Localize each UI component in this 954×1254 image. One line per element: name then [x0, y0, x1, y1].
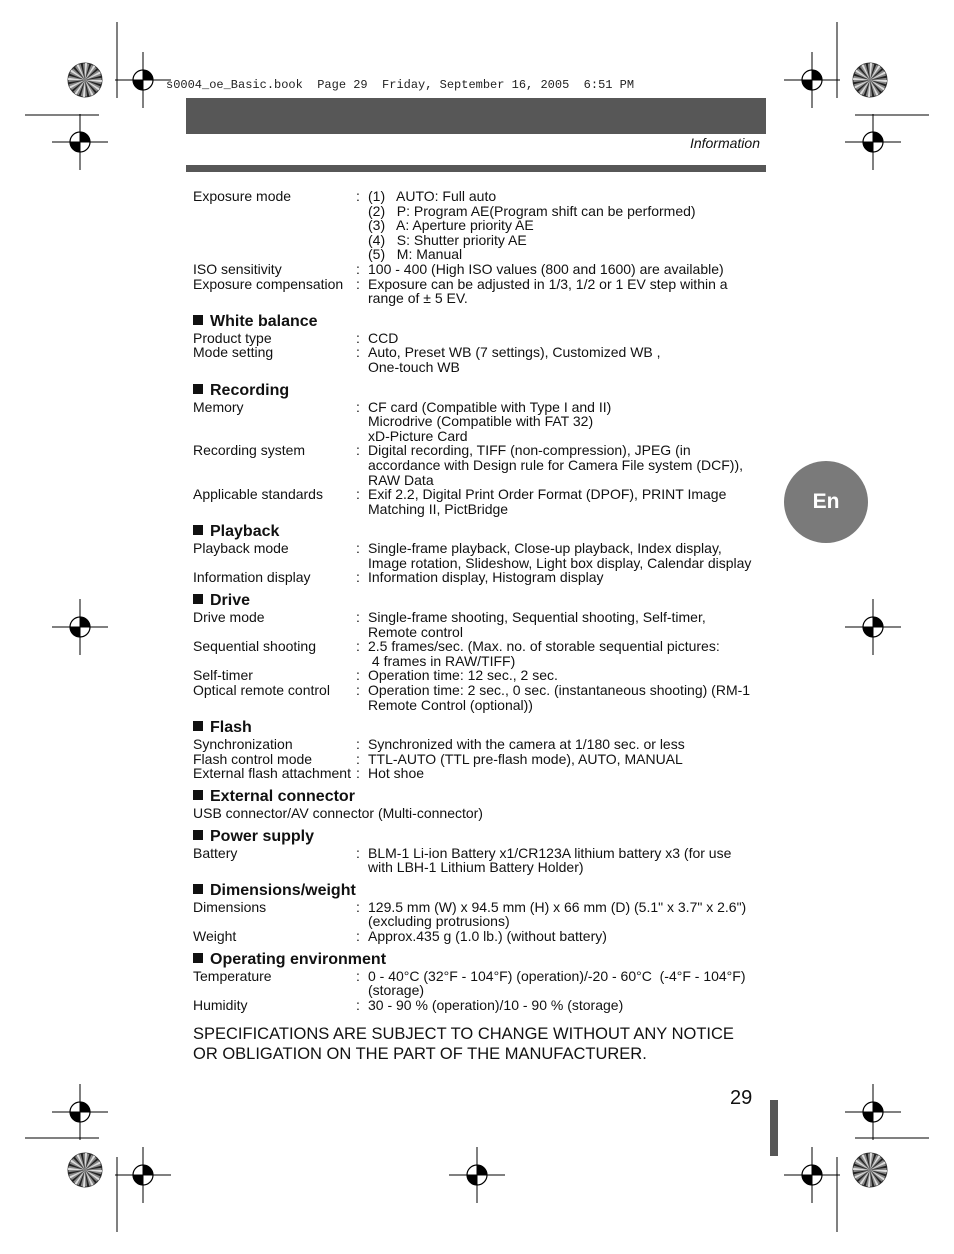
spec-label: Exposure compensation — [193, 275, 344, 292]
section-heading — [193, 382, 768, 400]
spec-label: Temperature — [193, 967, 272, 984]
spec-row — [193, 806, 768, 821]
spec-value-line: Microdrive (Compatible with FAT 32) — [368, 413, 594, 430]
spec-row — [193, 900, 768, 929]
registration-cross-icon — [52, 599, 108, 655]
spec-section — [193, 382, 768, 517]
spec-value-line: 0 - 40°C (32°F - 104°F) (operation)/-20 - 60°C (-4°F - 104°F) — [368, 967, 746, 984]
spec-value-line: Auto, Preset WB (7 settings), Customized WB , — [368, 344, 661, 361]
bullet-square-icon — [193, 384, 203, 394]
spec-label: External flash attachment — [193, 765, 351, 782]
section-heading — [193, 719, 768, 737]
spec-separator: : — [356, 398, 360, 415]
spec-label: Weight — [193, 927, 237, 944]
spec-value — [368, 766, 768, 781]
bullet-square-icon — [193, 953, 203, 963]
spec-value-line: (4) S: Shutter priority AE — [368, 231, 527, 248]
spec-value — [368, 487, 768, 516]
spec-separator: : — [356, 996, 360, 1013]
spec-value-line: (storage) — [368, 982, 425, 999]
spec-section — [193, 882, 768, 944]
spec-value — [368, 443, 768, 487]
spec-section — [193, 313, 768, 375]
spec-separator: : — [356, 765, 360, 782]
spec-row — [193, 846, 768, 875]
spec-label: Dimensions — [193, 898, 267, 915]
spec-value — [368, 683, 768, 712]
spec-row — [193, 487, 768, 516]
spec-label: Memory — [193, 398, 244, 415]
spec-row — [193, 766, 768, 781]
spec-separator: : — [356, 329, 360, 346]
spec-value-line: 129.5 mm (W) x 94.5 mm (H) x 66 mm (D) (5.1" x 3.7" x 2.6") — [368, 898, 747, 915]
spec-value — [368, 331, 768, 346]
spec-value-line: (1) AUTO: Full auto — [368, 188, 497, 204]
spec-separator: : — [356, 442, 360, 459]
spec-value — [368, 541, 768, 570]
section-heading — [193, 788, 768, 806]
spec-separator: : — [356, 260, 360, 277]
spec-separator: : — [356, 486, 360, 503]
spec-section — [193, 189, 768, 306]
spec-separator: : — [356, 682, 360, 699]
spec-row — [193, 189, 768, 262]
spec-label: Flash control mode — [193, 750, 313, 767]
registration-cross-icon — [784, 52, 840, 108]
spec-label: USB connector/AV connector (Multi-connector) — [193, 805, 483, 821]
spec-separator: : — [356, 967, 360, 984]
spec-value-line: Exif 2.2, Digital Print Order Format (DPOF), PRINT Image — [368, 486, 727, 503]
spec-value — [368, 400, 768, 444]
printer-slug-line: s0004_oe_Basic.book Page 29 Friday, September 16, 2005 6:51 PM — [166, 78, 635, 92]
spec-value — [368, 610, 768, 639]
spec-value-line: range of ± 5 EV. — [368, 290, 468, 307]
spec-separator: : — [356, 736, 360, 753]
spec-value-line: accordance with Design rule for Camera File system (DCF)), — [368, 456, 743, 473]
registration-cross-icon — [845, 114, 901, 170]
spec-label: Playback mode — [193, 540, 289, 557]
spec-value — [368, 737, 768, 752]
spec-value — [368, 929, 768, 944]
spec-label: Optical remote control — [193, 682, 330, 699]
spec-value-line: CCD — [368, 329, 399, 346]
spec-row — [193, 683, 768, 712]
color-target-icon — [68, 1153, 102, 1187]
spec-value-line: Approx.435 g (1.0 lb.) (without battery) — [368, 927, 607, 944]
language-code: En — [812, 490, 840, 513]
spec-value-line: TTL-AUTO (TTL pre-flash mode), AUTO, MANUAL — [368, 750, 683, 767]
registration-cross-icon — [845, 1084, 901, 1140]
spec-value-line: Remote Control (optional)) — [368, 696, 533, 713]
color-target-icon — [853, 1153, 887, 1187]
section-heading-text: Dimensions/weight — [210, 881, 356, 899]
spec-row — [193, 969, 768, 998]
spec-value — [368, 189, 768, 262]
spec-label: Recording system — [193, 442, 306, 459]
spec-value-line: Exposure can be adjusted in 1/3, 1/2 or 1 EV step within a — [368, 275, 728, 292]
spec-label: Mode setting — [193, 344, 274, 361]
spec-value-line: Image rotation, Slideshow, Light box display, Calendar display — [368, 554, 752, 571]
bullet-square-icon — [193, 721, 203, 731]
spec-row — [193, 277, 768, 306]
notice-text — [193, 1024, 734, 1064]
spec-section — [193, 719, 768, 781]
spec-label: Battery — [193, 844, 238, 861]
spec-value-line: Single-frame shooting, Sequential shooting, Self-timer, — [368, 609, 706, 626]
spec-separator: : — [356, 750, 360, 767]
color-target-icon — [68, 63, 102, 97]
spec-separator: : — [356, 667, 360, 684]
registration-cross-icon — [52, 114, 108, 170]
bullet-square-icon — [193, 594, 203, 604]
spec-value — [368, 262, 768, 277]
spec-row — [193, 345, 768, 374]
spec-row — [193, 752, 768, 767]
spec-value — [368, 846, 768, 875]
section-heading-text: Recording — [210, 381, 290, 399]
spec-label: Sequential shooting — [193, 638, 316, 655]
section-heading-text: Drive — [210, 592, 251, 610]
spec-row — [193, 639, 768, 668]
section-heading-text: Operating environment — [210, 950, 387, 968]
registration-cross-icon — [845, 599, 901, 655]
spec-separator: : — [356, 275, 360, 292]
section-heading — [193, 523, 768, 541]
spec-row — [193, 331, 768, 346]
spec-section — [193, 951, 768, 1013]
spec-label: ISO sensitivity — [193, 260, 282, 277]
header-rule — [186, 165, 766, 172]
spec-section — [193, 788, 768, 821]
spec-value — [356, 806, 768, 821]
spec-row — [193, 998, 768, 1013]
section-heading-text: Power supply — [210, 827, 315, 845]
spec-label: Drive mode — [193, 609, 265, 626]
spec-value-line: Synchronized with the camera at 1/180 sec. or less — [368, 736, 685, 753]
bullet-square-icon — [193, 884, 203, 894]
spec-row — [193, 610, 768, 639]
spec-value-line: 100 - 400 (High ISO values (800 and 1600) are available) — [368, 260, 724, 277]
spec-value — [368, 998, 768, 1013]
spec-value-line: BLM-1 Li-ion Battery x1/CR123A lithium battery x3 (for use — [368, 844, 732, 861]
spec-value-line: Remote control — [368, 623, 463, 640]
spec-separator: : — [356, 609, 360, 626]
spec-separator: : — [356, 638, 360, 655]
spec-section — [193, 828, 768, 875]
language-tab-badge — [784, 461, 868, 543]
section-heading — [193, 882, 768, 900]
spec-separator: : — [356, 188, 360, 204]
spec-value-line: (5) M: Manual — [368, 246, 463, 263]
registration-cross-icon — [52, 1084, 108, 1140]
bullet-square-icon — [193, 525, 203, 535]
spec-value — [368, 277, 768, 306]
page-number: 29 — [730, 1087, 753, 1109]
spec-value-line: xD-Picture Card — [368, 427, 468, 444]
spec-separator: : — [356, 898, 360, 915]
spec-value — [368, 639, 768, 668]
spec-separator: : — [356, 569, 360, 586]
bullet-square-icon — [193, 790, 203, 800]
spec-value-line: RAW Data — [368, 471, 434, 488]
spec-value-line: Operation time: 2 sec., 0 sec. (instantaneous shooting) (RM-1 — [368, 682, 751, 699]
spec-value-line: 4 frames in RAW/TIFF) — [368, 652, 516, 669]
spec-separator: : — [356, 844, 360, 861]
spec-label: Humidity — [193, 996, 248, 1013]
spec-value — [368, 668, 768, 683]
spec-separator: : — [356, 540, 360, 557]
spec-label: Product type — [193, 329, 272, 346]
registration-cross-icon — [784, 1147, 840, 1203]
section-heading — [193, 313, 768, 331]
spec-value-line: Information display, Histogram display — [368, 569, 604, 586]
spec-row — [193, 541, 768, 570]
section-header-label: Information — [689, 135, 760, 151]
bullet-square-icon — [193, 315, 203, 325]
registration-cross-icon — [115, 52, 171, 108]
spec-value — [368, 900, 768, 929]
spec-value-line: CF card (Compatible with Type I and II) — [368, 398, 612, 415]
spec-section — [193, 592, 768, 712]
spec-value-line: 30 - 90 % (operation)/10 - 90 % (storage) — [368, 996, 624, 1013]
spec-row — [193, 400, 768, 444]
notice-line: SPECIFICATIONS ARE SUBJECT TO CHANGE WITHOUT ANY NOTICE — [193, 1025, 734, 1043]
spec-row — [193, 570, 768, 585]
section-heading — [193, 592, 768, 610]
spec-row — [193, 929, 768, 944]
spec-label: Information display — [193, 569, 311, 586]
spec-value — [368, 345, 768, 374]
section-heading-text: Flash — [210, 719, 252, 737]
spec-value-line: (2) P: Program AE(Program shift can be performed) — [368, 202, 696, 219]
section-heading-text: White balance — [210, 312, 318, 330]
spec-list — [193, 189, 768, 1012]
spec-value-line: (excluding protrusions) — [368, 913, 510, 930]
notice-line: OR OBLIGATION ON THE PART OF THE MANUFACTURER. — [193, 1045, 647, 1063]
section-heading-text: Playback — [210, 523, 280, 541]
spec-value-line: Operation time: 12 sec., 2 sec. — [368, 667, 558, 684]
spec-value-line: Single-frame playback, Close-up playback, Index display, — [368, 540, 722, 557]
spec-value — [368, 752, 768, 767]
spec-row — [193, 262, 768, 277]
spec-value-line: Digital recording, TIFF (non-compression), JPEG (in — [368, 442, 691, 459]
spec-row — [193, 668, 768, 683]
bullet-square-icon — [193, 830, 203, 840]
spec-value — [368, 969, 768, 998]
section-heading-text: External connector — [210, 788, 355, 805]
page-number-bar — [770, 1100, 778, 1156]
color-target-icon — [853, 63, 887, 97]
spec-separator: : — [356, 927, 360, 944]
header-bar — [186, 98, 766, 134]
spec-value-line: (3) A: Aperture priority AE — [368, 217, 534, 234]
spec-row — [193, 443, 768, 487]
spec-label: Applicable standards — [193, 486, 323, 503]
spec-value-line: 2.5 frames/sec. (Max. no. of storable sequential pictures: — [368, 638, 720, 655]
spec-label: Self-timer — [193, 667, 253, 684]
spec-section — [193, 523, 768, 585]
spec-label: Synchronization — [193, 736, 293, 753]
registration-cross-icon — [449, 1147, 505, 1203]
spec-value-line: One-touch WB — [368, 358, 460, 375]
spec-value — [368, 570, 768, 585]
section-heading — [193, 828, 768, 846]
section-heading — [193, 951, 768, 969]
spec-value-line: with LBH-1 Lithium Battery Holder) — [368, 859, 584, 876]
registration-cross-icon — [115, 1147, 171, 1203]
spec-label: Exposure mode — [193, 188, 292, 204]
spec-value-line: Matching II, PictBridge — [368, 500, 509, 517]
spec-separator: : — [356, 344, 360, 361]
spec-value-line: Hot shoe — [368, 765, 425, 782]
spec-row — [193, 737, 768, 752]
